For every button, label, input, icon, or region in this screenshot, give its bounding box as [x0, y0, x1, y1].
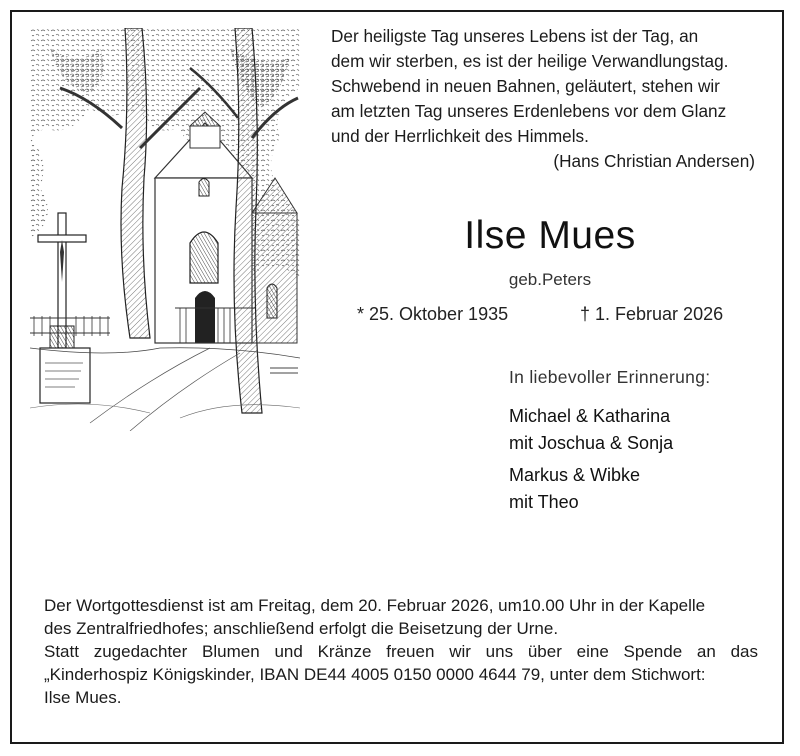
quote-line: Der heiligste Tag unseres Lebens ist der Tag, an: [331, 26, 699, 46]
family-line: mit Joschua & Sonja: [509, 433, 674, 453]
service-notice: [44, 594, 758, 709]
chapel-drawing-illustration: [30, 28, 300, 431]
quote-line: am letzten Tag unseres Erdenlebens vor dem Glanz: [331, 101, 727, 121]
notice-line: „Kinderhospiz Königskinder, IBAN DE44 4005 0150 0000 4644 79, unter dem Stichwort:: [44, 665, 706, 684]
deceased-name: Ilse Mues: [464, 214, 636, 257]
memory-label: In liebevoller Erinnerung:: [509, 367, 711, 387]
quote-line: dem wir sterben, es ist der heilige Verwandlungstag.: [331, 51, 729, 71]
notice-line: Ilse Mues.: [44, 688, 122, 707]
death-date: † 1. Februar 2026: [580, 304, 724, 324]
quote-line: Schwebend in neuen Bahnen, geläutert, stehen wir: [331, 76, 720, 96]
notice-line: des Zentralfriedhofes; anschließend erfolgt die Beisetzung der Urne.: [44, 619, 559, 638]
quote-block: [331, 24, 771, 174]
notice-line: Statt zugedachter Blumen und Kränze freuen wir uns über eine Spende an das: [44, 642, 758, 661]
family-line: mit Theo: [509, 492, 579, 512]
maiden-name: geb.Peters: [508, 270, 592, 289]
birth-date: * 25. Oktober 1935: [357, 304, 509, 324]
family-group: [509, 403, 769, 457]
notice-line: Der Wortgottesdienst ist am Freitag, dem 20. Februar 2026, um10.00 Uhr in der Kapelle: [44, 596, 706, 615]
family-line: Markus & Wibke: [509, 465, 641, 485]
family-group: [509, 462, 769, 516]
quote-line: und der Herrlichkeit des Himmels.: [331, 126, 589, 146]
quote-author: (Hans Christian Andersen): [553, 151, 755, 171]
family-line: Michael & Katharina: [509, 406, 671, 426]
